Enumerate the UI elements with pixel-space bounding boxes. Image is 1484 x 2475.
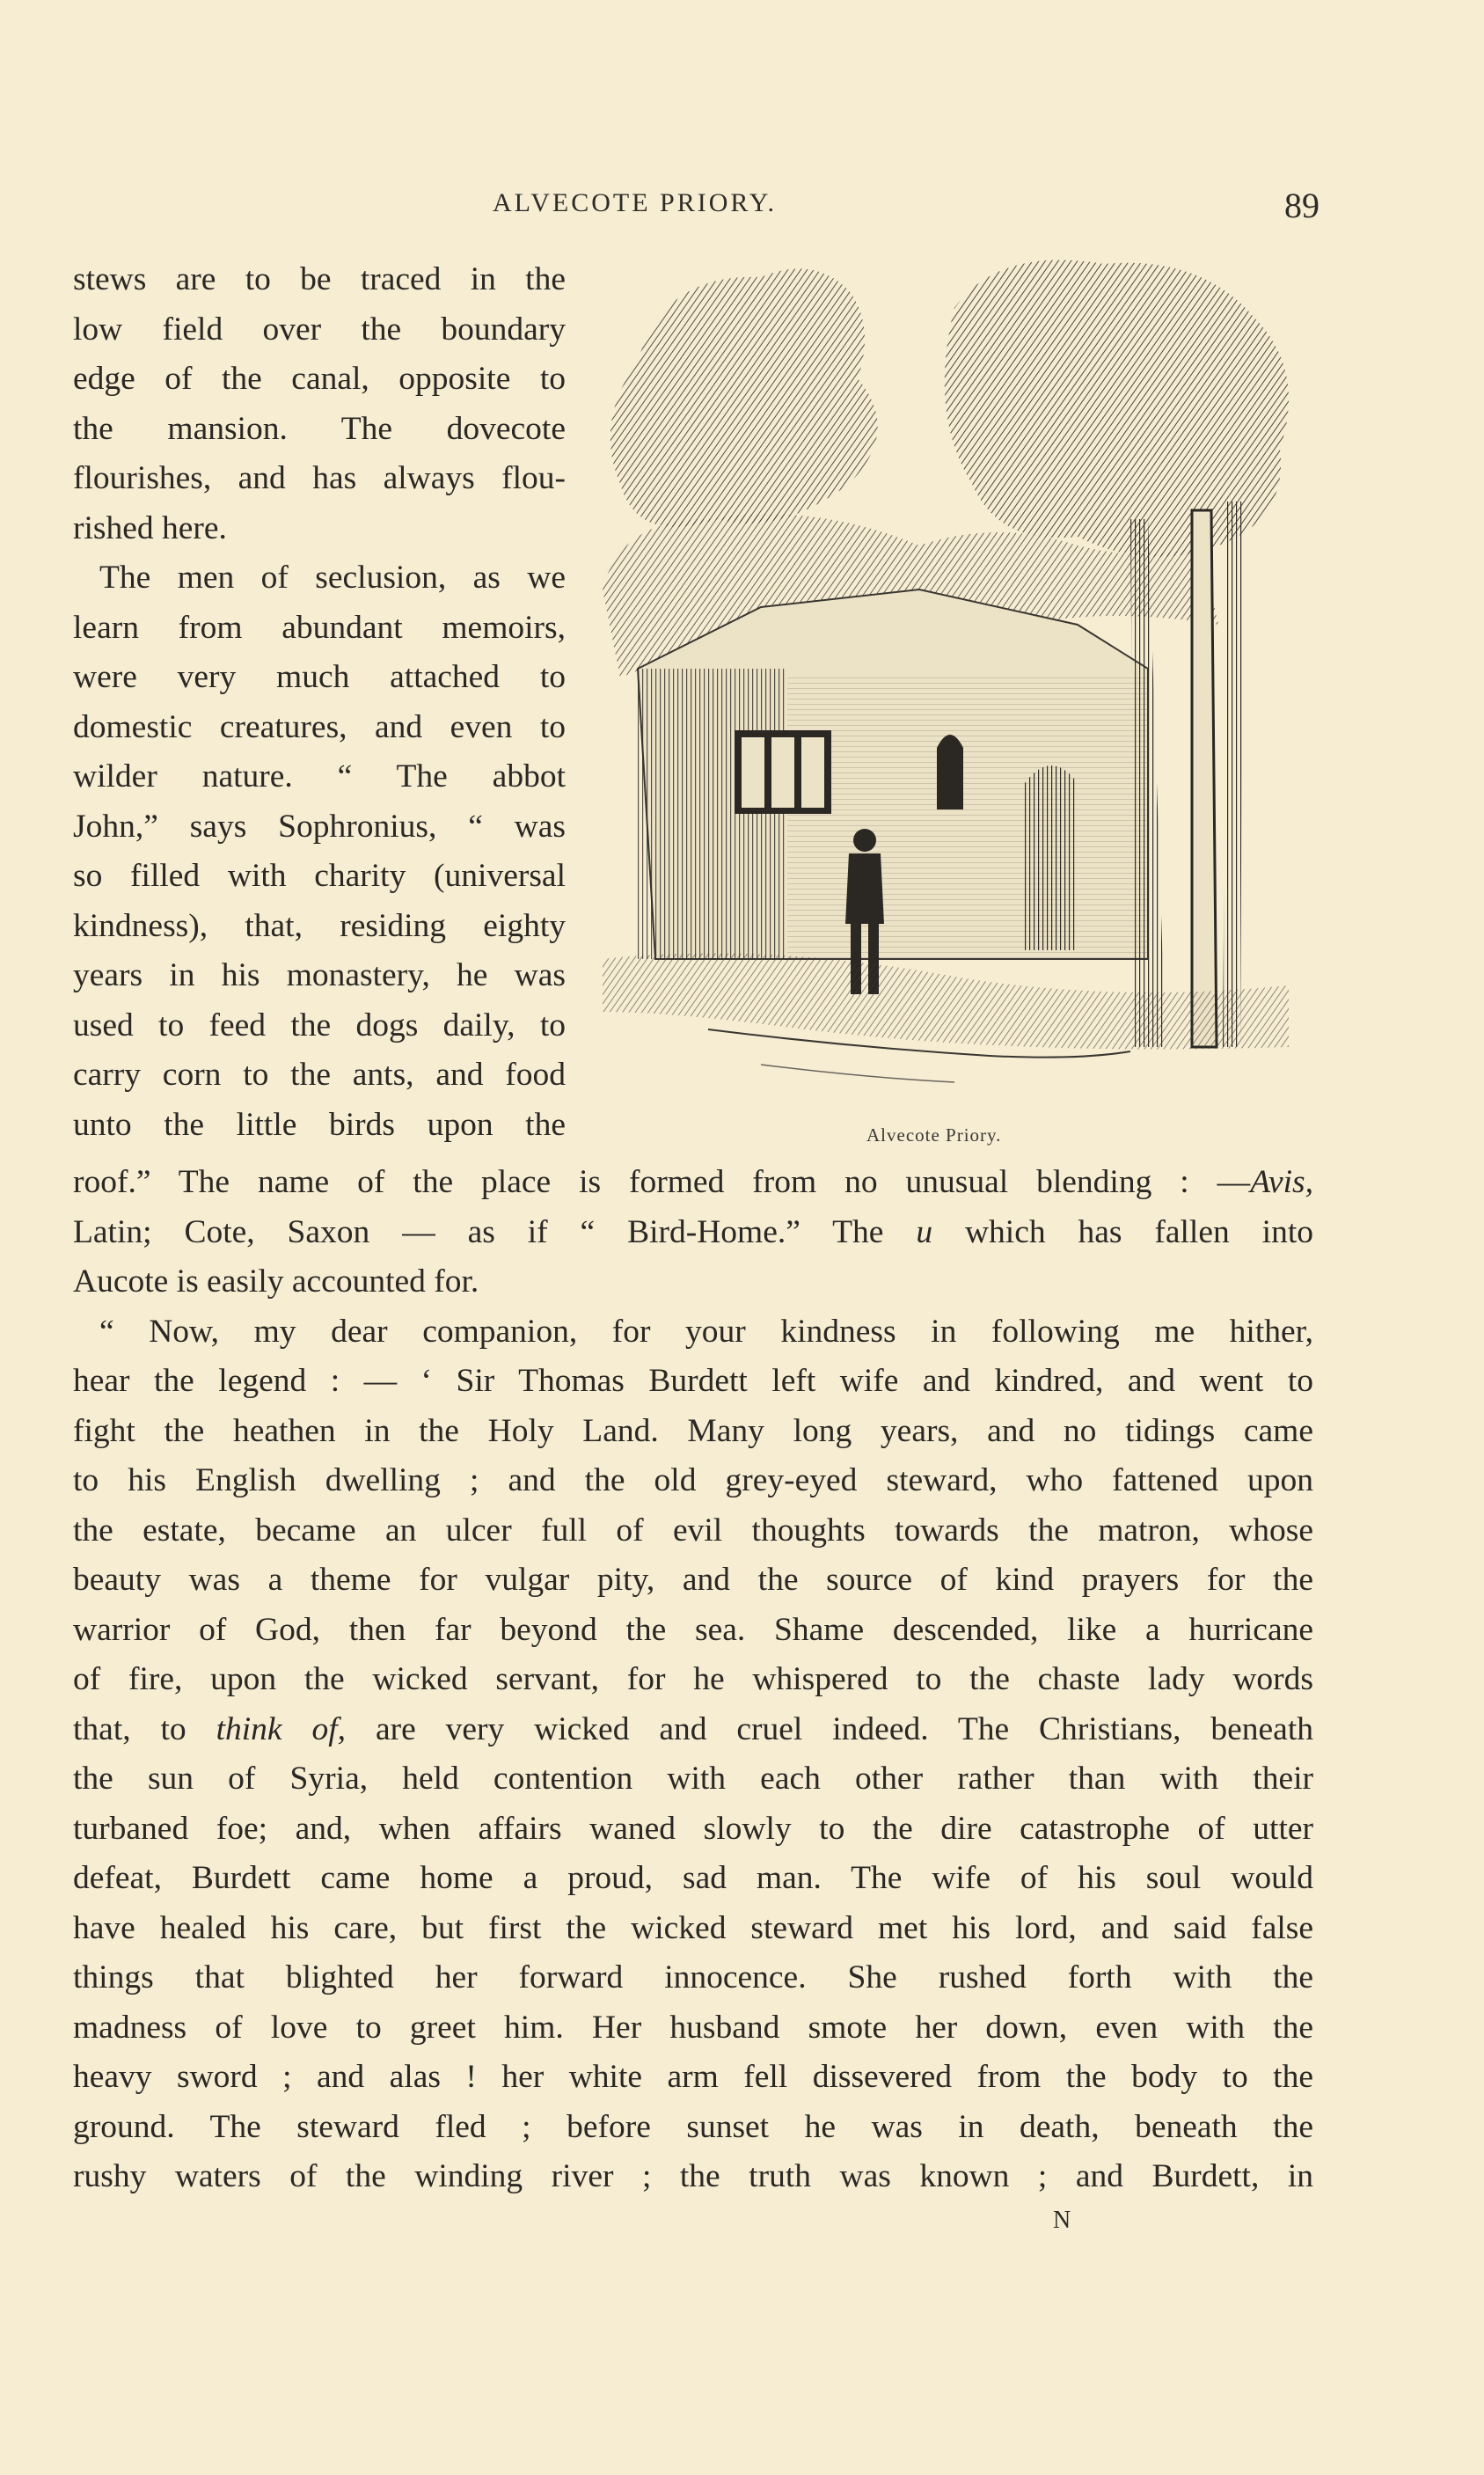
text-span: roof.” The name of the place is formed from no unusual blending : — <box>73 1164 1251 1200</box>
text-line: were very much attached to <box>73 659 566 695</box>
text-line: edge of the canal, opposite to <box>73 361 566 397</box>
text-line: John,” says Sophronius, “ was <box>73 808 566 845</box>
page-number: 89 <box>1284 186 1320 225</box>
figure-caption: Alvecote Priory. <box>866 1124 1002 1146</box>
text-line: stews are to be traced in the <box>73 261 566 297</box>
text-line: defeat, Burdett came home a proud, sad man. The wife of his soul would <box>73 1860 1313 1896</box>
text-line: The men of seclusion, as we <box>99 560 566 596</box>
text-line: low field over the boundary <box>73 311 566 348</box>
text-line: hear the legend : — ‘ Sir Thomas Burdett left wife and kindred, and went to <box>73 1363 1313 1399</box>
text-line: rushy waters of the winding river ; the truth was known ; and Burdett, in <box>73 2158 1313 2194</box>
text-span: that, to <box>73 1710 216 1747</box>
text-line: things that blighted her forward innocence. She rushed forth with the <box>73 1959 1313 1995</box>
engraving-illustration <box>585 255 1315 1117</box>
text-line: the mansion. The dovecote <box>73 410 566 447</box>
priory-engraving-image <box>585 255 1315 1117</box>
signature-mark: N <box>1053 2207 1071 2234</box>
wrapped-paragraphs <box>73 255 566 1150</box>
text-line: warrior of God, then far beyond the sea. Shame descended, like a hurricane <box>73 1611 1313 1648</box>
text-line: unto the little birds upon the <box>73 1106 566 1143</box>
running-head-title: ALVECOTE PRIORY. <box>493 188 778 217</box>
text-line: turbaned foe; and, when affairs waned slowly to the dire catastrophe of utter <box>73 1810 1313 1847</box>
text-line: the estate, became an ulcer full of evil thoughts towards the matron, whose <box>73 1512 1313 1549</box>
text-line: kindness), that, residing eighty <box>73 907 566 944</box>
text-line: the sun of Syria, held contention with each other rather than with their <box>73 1761 1313 1797</box>
text-line: so filled with charity (universal <box>73 858 566 894</box>
text-line: beauty was a theme for vulgar pity, and the source of kind prayers for the <box>73 1562 1313 1598</box>
text-line: learn from abundant memoirs, <box>73 609 566 646</box>
text-line: flourishes, and has always flou- <box>73 460 566 496</box>
italic-phrase: think of, <box>216 1710 347 1747</box>
text-line: heavy sword ; and alas ! her white arm fell dissevered from the body to the <box>73 2059 1313 2095</box>
text-line <box>73 1705 1313 1755</box>
text-line: madness of love to greet him. Her husband smote her down, even with the <box>73 2009 1313 2046</box>
text-line: wilder nature. “ The abbot <box>73 758 566 794</box>
text-line: ground. The steward fled ; before sunset he was in death, beneath the <box>73 2108 1313 2145</box>
text-line: “ Now, my dear companion, for your kindness in following me hither, <box>99 1313 1313 1350</box>
text-line: carry corn to the ants, and food <box>73 1057 566 1093</box>
italic-word: Avis, <box>1250 1164 1313 1200</box>
text-span: which has fallen into <box>932 1213 1313 1250</box>
text-line: rished here. <box>73 509 227 546</box>
text-line: Aucote is easily accounted for. <box>73 1263 479 1300</box>
running-head <box>0 185 1484 229</box>
text-line: have healed his care, but first the wicked steward met his lord, and said false <box>73 1909 1313 1946</box>
text-span: are very wicked and cruel indeed. The Christians, beneath <box>346 1710 1313 1747</box>
italic-word: u <box>916 1213 933 1250</box>
text-line <box>73 1158 1313 1208</box>
text-line <box>73 1208 1313 1258</box>
text-line: years in his monastery, he was <box>73 957 566 993</box>
text-line: of fire, upon the wicked servant, for he whispered to the chaste lady words <box>73 1661 1313 1697</box>
text-line: to his English dwelling ; and the old grey-eyed steward, who fattened upon <box>73 1462 1313 1498</box>
text-line: domestic creatures, and even to <box>73 708 566 745</box>
text-line: used to feed the dogs daily, to <box>73 1007 566 1043</box>
body-paragraphs <box>73 1158 1313 2202</box>
text-span: Latin; Cote, Saxon — as if “ Bird-Home.” The <box>73 1213 917 1250</box>
text-line: fight the heathen in the Holy Land. Many long years, and no tidings came <box>73 1412 1313 1449</box>
